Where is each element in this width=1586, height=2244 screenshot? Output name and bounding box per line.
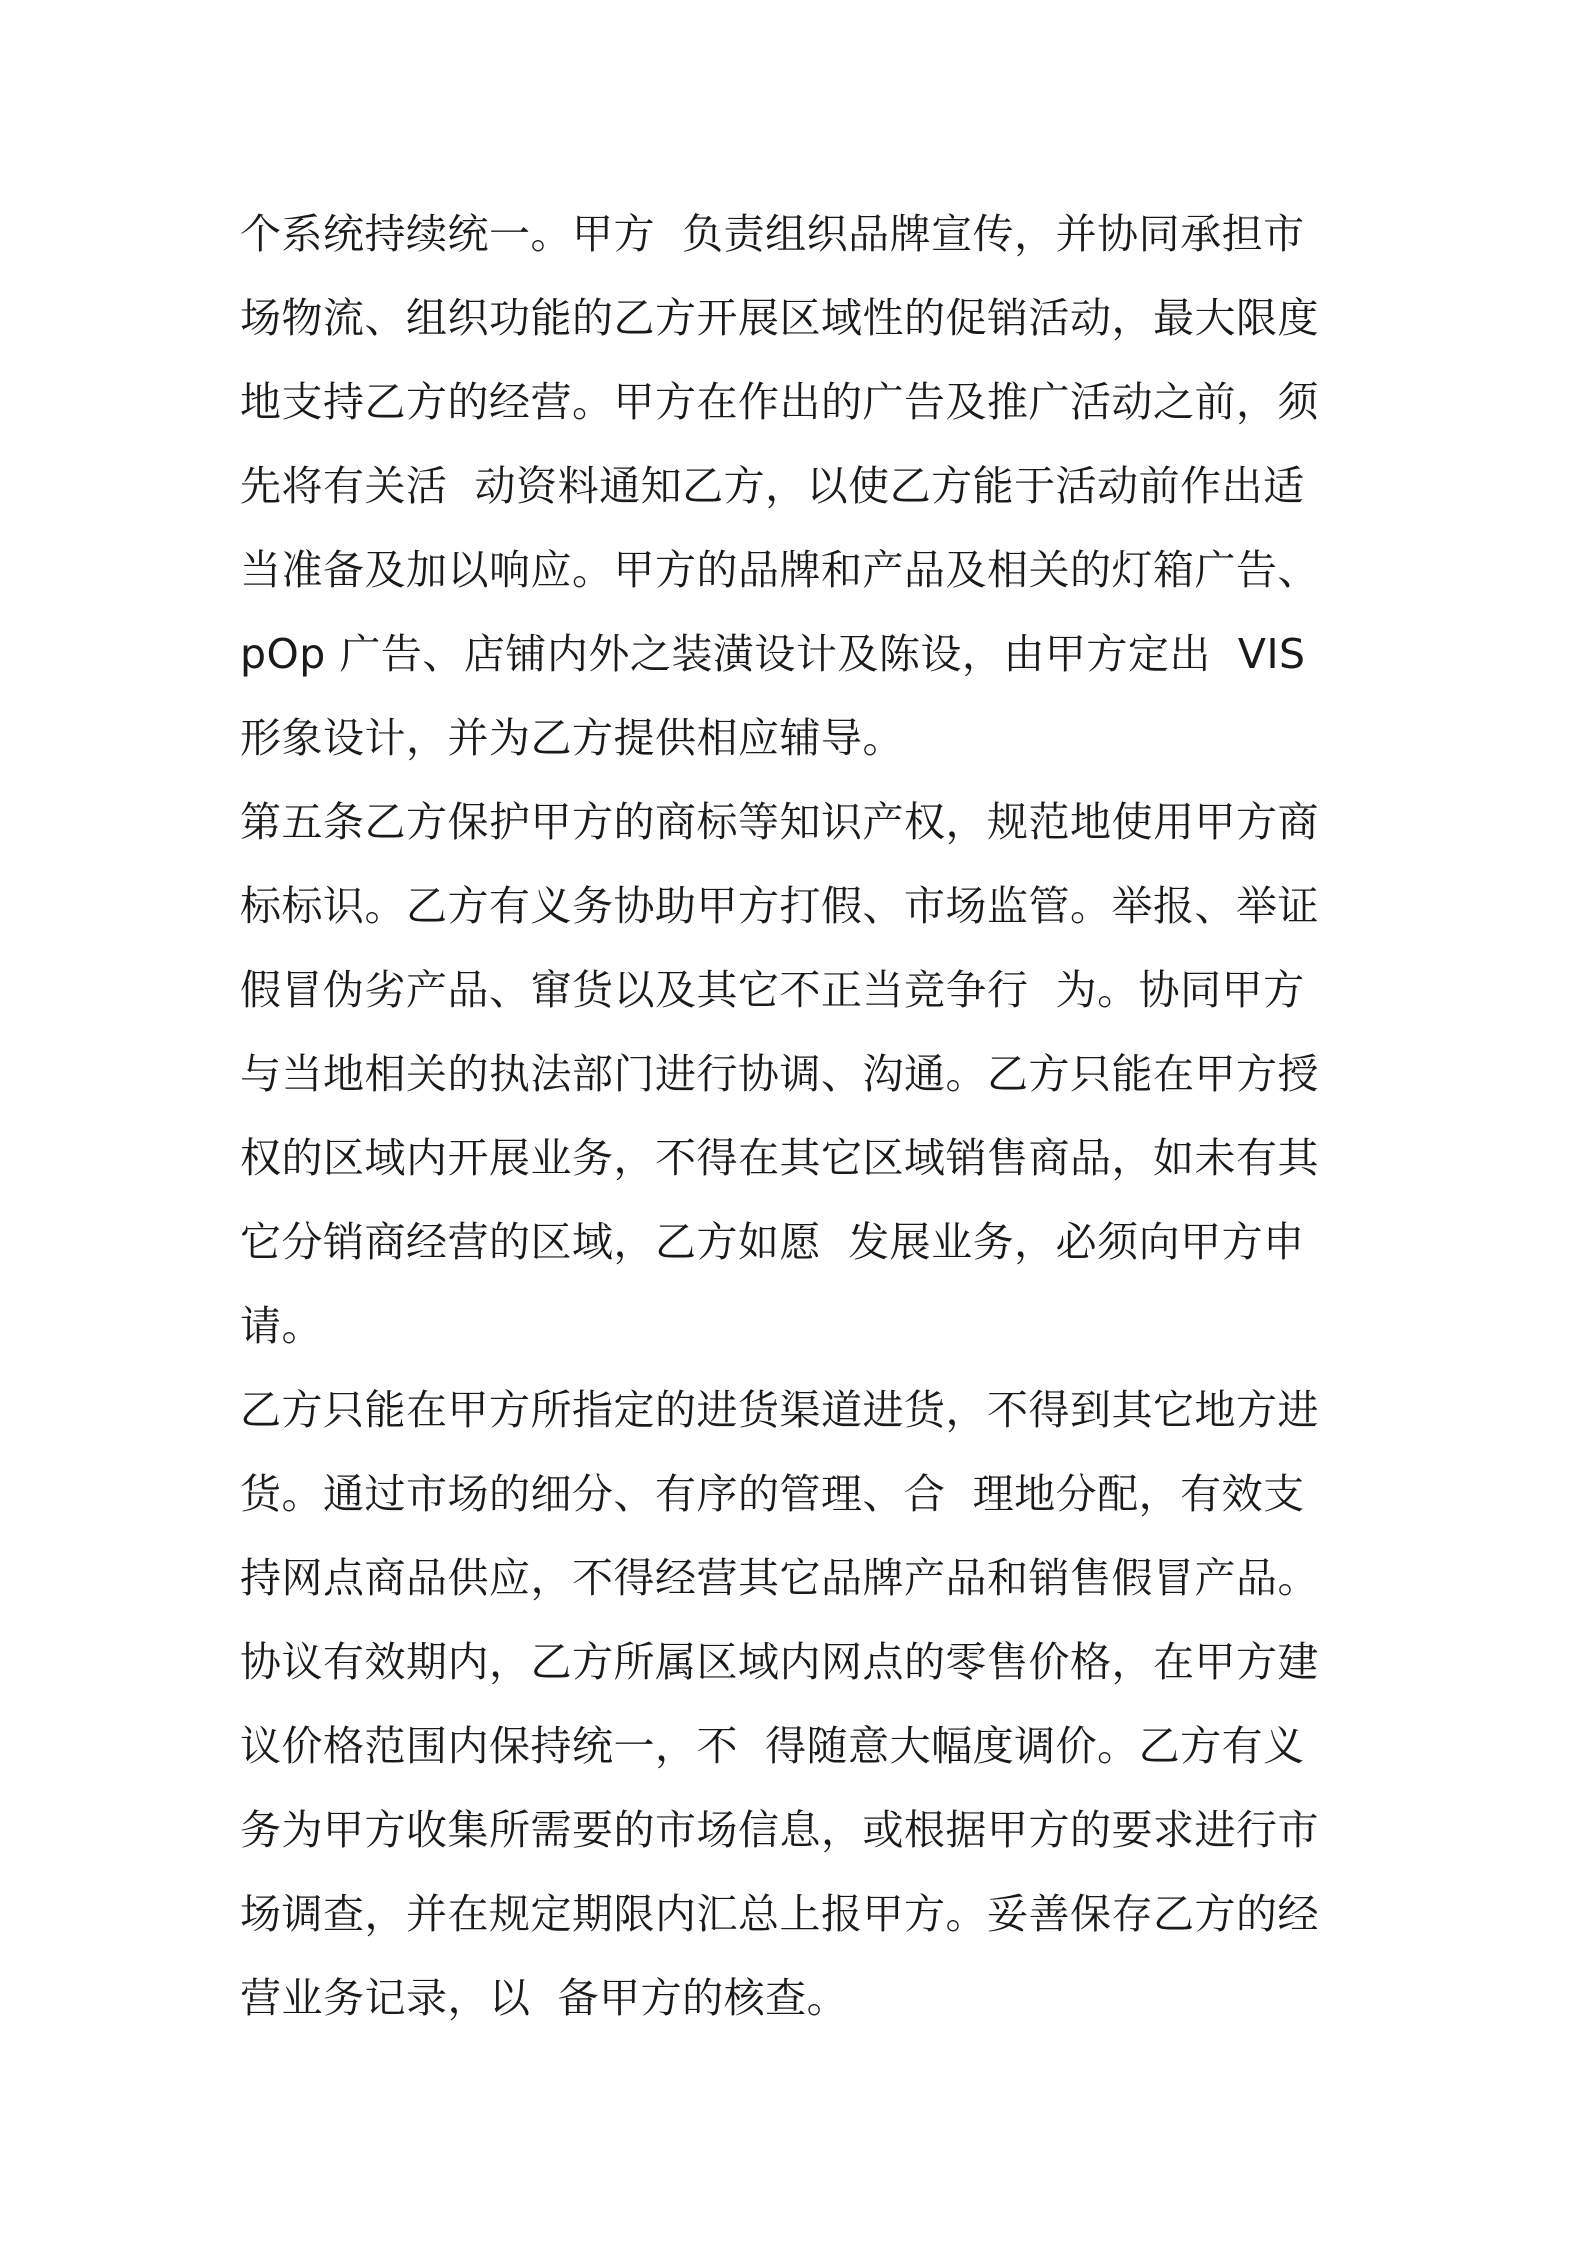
text-line: 议价格范围内保持统一，不 得随意大幅度调价。乙方有义 — [240, 1722, 1305, 1770]
text-line: 持网点商品供应，不得经营其它品牌产品和销售假冒产品。 — [240, 1554, 1319, 1602]
text-line: 乙方只能在甲方所指定的进货渠道进货，不得到其它地方进 — [240, 1386, 1319, 1434]
text-line: pOp 广告、店铺内外之装潢设计及陈设，由甲方定出 VIS — [240, 630, 1306, 678]
text-line: 个系统持续统一。甲方 负责组织品牌宣传，并协同承担市 — [240, 210, 1305, 258]
text-line: 假冒伪劣产品、窜货以及其它不正当竞争行 为。协同甲方 — [240, 966, 1305, 1014]
text-line: 权的区域内开展业务，不得在其它区域销售商品，如未有其 — [240, 1134, 1319, 1182]
text-line: 务为甲方收集所需要的市场信息，或根据甲方的要求进行市 — [240, 1806, 1319, 1854]
text-line: 当准备及加以响应。甲方的品牌和产品及相关的灯箱广告、 — [240, 546, 1319, 594]
text-line: 形象设计，并为乙方提供相应辅导。 — [240, 714, 904, 762]
text-line: 场调查，并在规定期限内汇总上报甲方。妥善保存乙方的经 — [240, 1890, 1319, 1938]
text-line: 第五条乙方保护甲方的商标等知识产权，规范地使用甲方商 — [240, 798, 1319, 846]
text-line: 地支持乙方的经营。甲方在作出的广告及推广活动之前，须 — [240, 378, 1319, 426]
text-line: 请。 — [240, 1302, 323, 1350]
body-text — [240, 192, 1360, 2040]
text-line: 它分销商经营的区域，乙方如愿 发展业务，必须向甲方申 — [240, 1218, 1305, 1266]
text-line: 先将有关活 动资料通知乙方，以使乙方能于活动前作出适 — [240, 462, 1305, 510]
text-line: 协议有效期内，乙方所属区域内网点的零售价格，在甲方建 — [240, 1638, 1319, 1686]
text-line: 与当地相关的执法部门进行协调、沟通。乙方只能在甲方授 — [240, 1050, 1319, 1098]
text-line: 货。通过市场的细分、有序的管理、合 理地分配，有效支 — [240, 1470, 1305, 1518]
text-line: 标标识。乙方有义务协助甲方打假、市场监管。举报、举证 — [240, 882, 1319, 930]
text-line: 场物流、组织功能的乙方开展区域性的促销活动，最大限度 — [240, 294, 1319, 342]
text-line: 营业务记录，以 备甲方的核查。 — [240, 1974, 849, 2022]
